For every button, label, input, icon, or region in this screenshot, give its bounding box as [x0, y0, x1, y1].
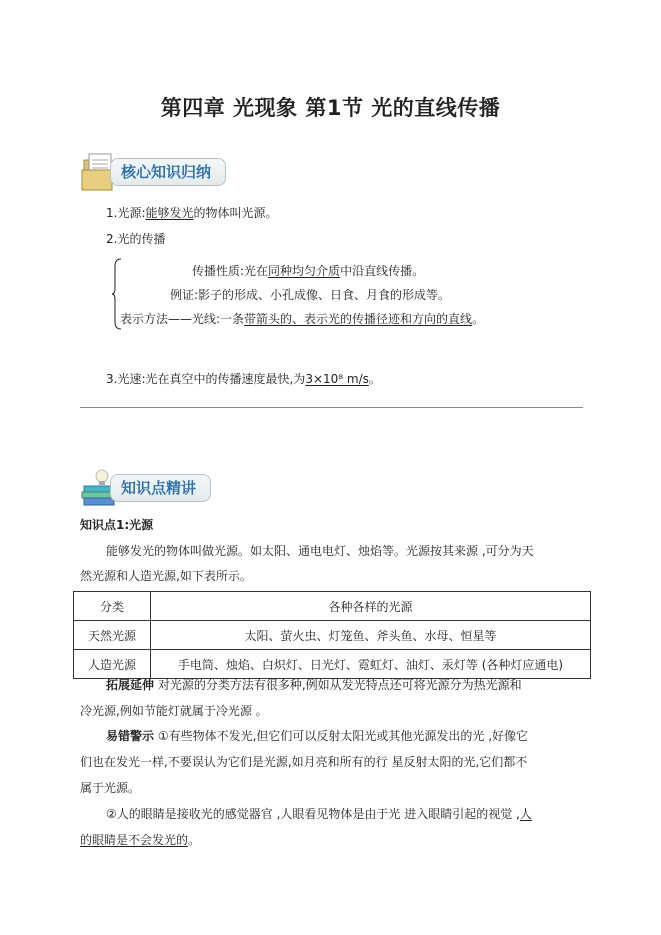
table-row: [74, 621, 591, 650]
section-divider: [80, 407, 583, 408]
table-cell: 太阳、萤火虫、灯笼鱼、斧头鱼、水母、恒星等: [151, 621, 591, 650]
table-cell: 各种各样的光源: [151, 592, 591, 621]
propagation-examples: 例证:影子的形成、小孔成像、日食、月食的形成等。: [170, 288, 451, 302]
paragraph-line: 然光源和人造光源,如下表所示。: [80, 569, 252, 583]
item-light-propagation: 2.光的传播: [106, 232, 166, 246]
propagation-property: 传播性质:光在同种均匀介质中沿直线传播。: [192, 264, 425, 278]
light-source-table: [73, 591, 591, 679]
knowledge-point-heading: 知识点1:光源: [80, 518, 154, 532]
badge-label: 知识点精讲: [110, 474, 211, 502]
table-cell: 人造光源: [74, 650, 151, 679]
table-row: [74, 650, 591, 679]
page-title: 第四章 光现象 第1节 光的直线传播: [160, 96, 501, 120]
light-ray-definition: 表示方法——光线:一条带箭头的、表示光的传播径迹和方向的直线。: [120, 312, 485, 326]
paragraph-line: 的眼睛是不会发光的。: [80, 833, 201, 847]
paragraph-line: 冷光源,例如节能灯就属于冷光源 。: [80, 704, 268, 718]
badge-label: 核心知识归纳: [110, 158, 226, 186]
item-light-source: 1.光源:能够发光的物体叫光源。: [106, 206, 278, 220]
paragraph-line: 属于光源。: [80, 781, 141, 795]
paragraph-line: 们也在发光一样,不要误认为它们是光源,如月亮和所有的行 星反射太阳的光,它们都不: [80, 755, 528, 769]
table-cell: 手电筒、烛焰、白炽灯、日光灯、霓虹灯、油灯、汞灯等 (各种灯应通电): [151, 650, 591, 679]
item-light-speed: 3.光速:光在真空中的传播速度最快,为3×10⁸ m/s。: [106, 372, 381, 386]
extension-paragraph: 拓展延伸 对光源的分类方法有很多种,例如从发光特点还可将光源分为热光源和: [106, 678, 522, 692]
table-cell: 天然光源: [74, 621, 151, 650]
paragraph-line: ②人的眼睛是接收光的感觉器官 ,人眼看见物体是由于光 进入眼睛引起的视觉 ,人: [106, 807, 532, 821]
table-cell: 分类: [74, 592, 151, 621]
paragraph-line: 能够发光的物体叫做光源。如太阳、通电电灯、烛焰等。光源按其来源 ,可分为天: [106, 544, 534, 558]
warning-paragraph: 易错警示 ①有些物体不发光,但它们可以反射太阳光或其他光源发出的光 ,好像它: [106, 729, 529, 743]
table-header-row: [74, 592, 591, 621]
